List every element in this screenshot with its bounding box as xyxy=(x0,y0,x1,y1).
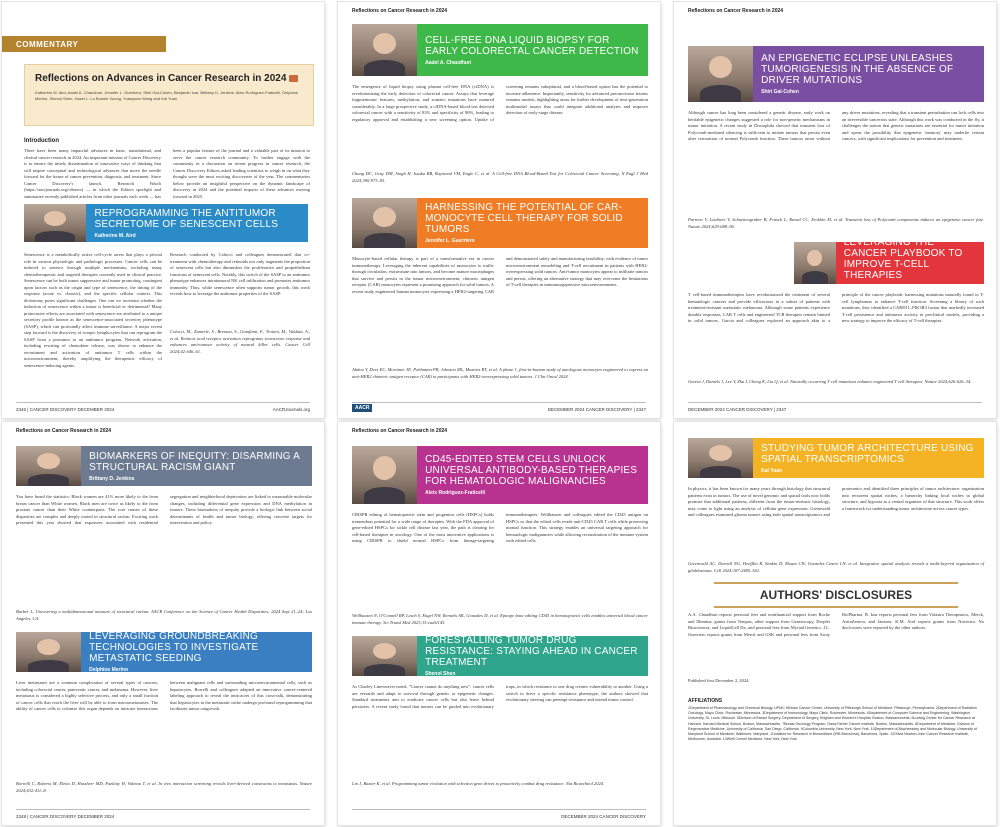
affiliations-list: 1Department of Pharmacology and Chemical Biology, UPMC Hillman Cancer Center, University of Pittsburgh School of Medicine, Pittsburgh, Pennsylvania. 2Department of Radiation Oncology, Mayo Clinic, Rochester, Minnesota. 3Department of Immunology, Mayo Clinic, Rochester, Minnesota. 4Department of Computer Science and Engineering, Washington University, St. Louis, Missouri. 5Division of Breast Surgery, Department of Surgery, Brigham and Women's Hospital, Boston, Massachusetts. 6Ludwig Center for Cancer Research at Harvard, Harvard Medical School, Boston, Massachusetts. 7Breast Oncology Program, Dana-Farber Cancer Institute, Boston, Massachusetts. 8Department of Medicine, Division of Regenerative Medicine, University of California, San Diego, California. 9Columbia University, New York, New York. 10Department of Biochemistry and Molecular Biology, University of Maryland School of Medicine, Baltimore, Maryland. 11Institute for Research in Biomedicine (IRB Barcelona), Barcelona, Spain. 12Olivia Newton-John Cancer Research Institute, Melbourne, Australia. 13Weill Cornell Medicine, New York, New York. xyxy=(688,706,977,742)
author-photo xyxy=(352,636,417,676)
page-footer xyxy=(16,809,310,819)
banner-author: Katherine M. Aird xyxy=(94,232,136,239)
affiliations-section xyxy=(688,698,984,814)
author-photo xyxy=(24,204,86,242)
page-footer xyxy=(352,402,646,412)
banner-author: Brittany D. Jenkins xyxy=(89,475,135,482)
banner-title: LEVERAGING GROUNDBREAKING TECHNOLOGIES TO INVESTIGATE METASTATIC SEEDING xyxy=(89,631,259,664)
banner-title: REPROGRAMMING THE ANTITUMOR SECRETOME OF SENESCENT CELLS xyxy=(94,207,279,230)
article-text: Liver metastases are a common complication of several types of cancers, including colorectal cancer, pancreatic cancer, and melanoma. However, liver metastasis is considered a highly selective process, and only a small fraction of cancer cells that reach the liver will be able to form macrometastases. The ability of cancer cells to colonize this organ depends on intricate interactions between malignant cells and surrounding microenvironmental cells, such as hepatocytes. Borrelli and colleagues adapted an innovative cancer-centered labeling approach to reveal the intricacies of this cross-talk, demonstrating that hepatocytes in the metastatic niche undergo profound reprogramming that facilitates tumor outgrowth. xyxy=(16,680,312,711)
article-2-body xyxy=(688,292,984,394)
banner-senescent-cells xyxy=(24,204,308,242)
disclosures-body xyxy=(688,612,984,692)
disclosure-text: A.A. Chaudhuri reports personal fees and nonfinancial support from Roche and Illumina, grants from Tempus, other support from Geneoscopy, Droplet Biosciences, and LiquidCell Dx, and personal fees from Myriad Genetics. J.L. Guerriero reports grants from Merck and GSK and personal fees from Array BioPharma. B. Izar reports personal fees from Volastra Therapeutics, Merck, AstraZeneca, and Janssen. K.M. Aird reports grants from Nuvectra. No disclosures were reported by the other authors. xyxy=(688,612,984,637)
author-photo xyxy=(794,242,836,284)
banner-car-monocyte xyxy=(352,198,648,248)
disclosures-title: AUTHORS' DISCLOSURES xyxy=(714,582,958,608)
banner-text xyxy=(417,198,648,248)
author-photo xyxy=(16,632,81,672)
article-text: You have heard the statistics: Black women are 41% more likely to die from breast cancer than White women. Black men are twice as likely to die from prostate cancer than their White counterparts. The root causes of these disparities are complex and deeply rooted in structural racism. Exciting work presented this year showed that exposures associated with residential segregation and neighborhood deprivation are linked to measurable molecular changes, including differential gene expression and DNA methylation in tumors. These biomarkers of inequity provide a biologic link between social determinants of health and tumor biology, offering concrete targets for intervention and policy. xyxy=(16,494,312,525)
reference: Borrelli C, Roberts M, Eletto D, Hussherr MD, Fazilaty H, Valenta T, et al. In vivo interaction screening reveals liver-derived constraints to metastasis. Nature 2024;632:411–8. xyxy=(16,781,312,793)
page-footer xyxy=(16,402,310,412)
reference: Greenwald AC, Darnell NG, Hoefflin R, Simkin D, Mount CW, Gonzalez Castro LN, et al. Integrative spatial analysis reveals a multi-layered organization of glioblastoma. Cell 2024;187:2485–501. xyxy=(688,561,984,573)
reference: Barber L. Uncovering a multidimensional measure of structural racism. AACR Conference on the Science of Cancer Health Disparities; 2024 Sept 21–24; Los Angeles, CA. xyxy=(16,609,312,621)
article-text: The emergence of liquid biopsy using plasma cell-free DNA (cfDNA) is revolutionizing the early detection of colorectal cancer. Assays that leverage fragmentomic features, methylation, and somatic mutations have matured considerably. In a large prospective study, a cfDNA-based blood test detected colorectal cancer with a sensitivity of 83% and specificity of 90%, leading to regulatory approval and establishing a new screening option. Uptake of screening remains suboptimal, and a blood-based option has the potential to increase adherence. Importantly, sensitivity for advanced precancerous lesions remains modest, highlighting areas for further development of next-generation multimodal assays that could integrate additional analytes and improve detection of early-stage disease. xyxy=(352,84,648,122)
running-head: Reflections on Cancer Research in 2024 xyxy=(16,428,112,434)
article-title-text: Reflections on Advances in Cancer Research in 2024 xyxy=(35,73,287,84)
footer-left: 2346 | CANCER DISCOVERY DECEMBER 2024 xyxy=(16,407,115,412)
footer-right: DECEMBER 2024 CANCER DISCOVERY | 2347 xyxy=(547,407,646,412)
reference: Colucci, M., Zumerle, S., Bressan, S., Gianfanti, F., Troiani, M., Valdata, A., et al. Retinoic acid receptor activation reprograms senescence response and enhances anti-tumour activity of natural killer cells. Cancer Cell 2024;42:646–61. xyxy=(170,329,310,354)
article-2-body xyxy=(16,680,312,798)
banner-text xyxy=(81,632,312,672)
banner-author: Benjamin Izar xyxy=(843,283,877,290)
reference: Parreno V, Loubiere V, Schuettengruber B, Fritsch L, Rawal CC, Erokhin M, et al. Transient loss of Polycomb components induces an epigenetic cancer fate. Nature 2024;629:688–96. xyxy=(688,217,984,229)
banner-author: Aadel A. Chaudhuri xyxy=(425,59,472,66)
footer-right: DECEMBER 2024 CANCER DISCOVERY xyxy=(561,814,646,819)
intro-heading: Introduction xyxy=(24,138,59,144)
footer-left: 2348 | CANCER DISCOVERY DECEMBER 2024 xyxy=(16,814,115,819)
banner-title: BIOMARKERS OF INEQUITY: DISARMING A STRUCTURAL RACISM GIANT xyxy=(89,450,300,473)
banner-author: Shiri Gal-Cohen xyxy=(761,89,799,95)
article-1-body xyxy=(352,84,648,186)
article-text: CRISPR editing of hematopoietic stem and progenitor cells (HSPCs) holds tremendous potential for a wide range of therapies. With the FDA approval of gene-edited HSPCs for sickle cell disease last year, the path is clearing for cell-based therapies in oncology. One of the most innovative applications is using CRISPR to shield normal HSPCs from lineage-targeting immunotherapies. Wellhausen and colleagues edited the CD45 antigen on HSPCs so that the edited cells evade anti-CD45 CAR T cells while preserving normal function. This strategy enables an universal targeting approach for hematologic malignancies while allowing reconstitution of the immune system with edited cells. xyxy=(352,512,648,543)
article-text: Although cancer has long been considered a genetic disease, early work on heritable epigenetic changes suggested a role for non-genetic mechanisms in tumor initiation. A recent study in Drosophila showed that transient loss of Polycomb-mediated silencing is sufficient to initiate tumors that persist even after restoration of normal Polycomb function. These tumors arose without any driver mutations, revealing that a transient perturbation can lock cells into an irreversible cancerous state. Although this work was conducted in the fly, it challenges the notion that genetic mutations are essential for tumor initiation and opens the possibility that epigenetic 'memory' may underlie certain cancers, with significant implications for prevention and treatment. xyxy=(688,110,984,141)
article-text: As Charley Lineweaver noted, "Cancer cannot do anything new": cancer cells are versatile and adapt to survival through genetic or epigenetic changes. Standard treatments aim to eradicate cancer cells but also leave behind persisters. A recent study found that tumors can be guided into evolutionary traps, in which resistance to one drug creates vulnerability to another. Using a switch to drive a specific resistance phenotype, the authors showed that evolutionary steering can preempt resistance and extend tumor control. xyxy=(352,684,648,709)
section-label: COMMENTARY xyxy=(2,36,166,52)
author-photo xyxy=(16,446,81,486)
page-biomarkers-inequity xyxy=(2,422,324,825)
article-title xyxy=(35,73,303,84)
banner-epigenetic-eclipse xyxy=(688,46,984,102)
reference: Lin J, Baxter K, et al. Programming tumor evolution with selection gene drives to proactively combat drug resistance. Nat Biotechnol 2024. xyxy=(352,781,605,786)
banner-drug-resistance xyxy=(352,636,648,676)
banner-author: Delphine Merino xyxy=(89,667,129,673)
published-date: Published first December 2, 2024. xyxy=(688,678,750,683)
running-head: Reflections on Cancer Research in 2024 xyxy=(352,428,448,434)
aacr-logo: AACR xyxy=(352,404,372,412)
page-spatial-transcriptomics xyxy=(674,422,996,825)
banner-cancer-playbook xyxy=(794,236,984,290)
article-text-left: Senescence is a metabolically active cell-cycle arrest that plays a pivotal role in various physiologic and pathologic processes. Cancer cells can be induced to senesce through multiple mechanisms, including many chemotherapeutic and targeted therapies currently used in clinical practice. Senescence can be both tumor suppressive and tumor promoting, contingent upon factors such as the origin and type of senescence, the timing of the response (acute vs. chronic), and the specific cellular context. This dichotomy poses significant challenges. One can we ascertain whether the induction of senescence within a tumor is beneficial or detrimental? Many proinvasive effects are associated with senescence are attributed to a unique secretory profile known as the senescence-associated secretory phenotype (SASP), which can profoundly affect immune surveillance. A major recent step forward is the discovery of ectopic lymphocytes that can reprogram the SASP from a protumor to an antitumor program. Network activation, including rewiring of chemokine release, was shown to enhance the recruitment and activation of antitumor T cells within the microenvironment, thereby amplifying the therapeutic efficacy of senescence-inducing agents. xyxy=(24,252,162,368)
page-liquid-biopsy xyxy=(338,2,660,418)
author-photo xyxy=(688,438,753,478)
banner-text xyxy=(86,204,308,242)
banner-author: Jennifer L. Guerriero xyxy=(425,238,475,244)
banner-text xyxy=(836,236,984,290)
banner-author: Shenol Shen xyxy=(425,671,456,677)
reference: Abdou Y, Dees EC, Mortimer JE, Pohlmann PR, Johnson ML, Maziarz RT, et al. A phase 1, first-in-human study of autologous monocytes engineered to express an anti-HER2 chimeric antigen receptor (CAR) in participants with HER2-overexpressing solid tumors. J Clin Oncol 2024. xyxy=(352,367,648,379)
author-photo xyxy=(352,446,417,504)
banner-title: CELL-FREE DNA LIQUID BIOPSY FOR EARLY COLORECTAL CANCER DETECTION xyxy=(425,34,639,57)
reference: Chung DC, Gray DM, Singh H, Issaka RB, Raymond VM, Eagle C, et al. A Cell-free DNA Blood-Based Test for Colorectal Cancer Screening. N Engl J Med 2024;390:973–83. xyxy=(352,171,648,183)
banner-title: AN EPIGENETIC ECLIPSE UNLEASHES TUMORIGENESIS IN THE ABSENCE OF DRIVER MUTATIONS xyxy=(761,53,954,86)
banner-title: FORESTALLING TUMOR DRUG RESISTANCE: STAYING AHEAD IN CANCER TREATMENT xyxy=(425,635,638,668)
article-1-body xyxy=(352,512,648,630)
running-head: Reflections on Cancer Research in 2024 xyxy=(352,8,448,14)
banner-text xyxy=(417,24,648,76)
author-photo xyxy=(352,198,417,248)
banner-cd45-edited xyxy=(352,446,648,504)
affiliations-heading: AFFILIATIONS xyxy=(688,698,723,704)
banner-text xyxy=(417,446,648,504)
article-text: T cell-based immunotherapies have revolutionized the treatment of several hematologic cancers and provide efficacious in a subset of patients with treatment-resistant metastatic melanoma. Although some patients experience durable responses, CAR T cells and engineered TCR therapies remain limited in solid tumors. Garcia and colleagues explored an approach akin to a principle of the cancer playbook: harnessing mutations naturally found in T-cell lymphomas to enhance T-cell function. Screening a library of such mutations, they identified a CARD11–PIK3R3 fusion that markedly increased T-cell persistence and antitumor activity in preclinical models, providing a new strategy to improve the efficacy of T-cell therapies. xyxy=(688,292,984,323)
banner-text xyxy=(417,636,648,676)
banner-title: CD45-EDITED STEM CELLS UNLOCK UNIVERSAL ANTIBODY-BASED THERAPIES FOR HEMATOLOGIC MALIGNANCIES xyxy=(425,454,638,487)
banner-spatial-transcriptomics xyxy=(688,438,984,478)
banner-text xyxy=(753,438,984,478)
banner-title: STUDYING TUMOR ARCHITECTURE USING SPATIAL TRANSCRIPTOMICS xyxy=(761,442,974,465)
author-photo xyxy=(352,24,417,76)
banner-text xyxy=(81,446,312,486)
banner-text xyxy=(753,46,984,102)
crossmark-icon xyxy=(289,75,298,82)
banner-title: HARNESSING THE POTENTIAL OF CAR-MONOCYTE CELL THERAPY FOR SOLID TUMORS xyxy=(425,202,623,235)
article-2-body xyxy=(352,256,648,388)
article-text-right: Research conducted by Colucci and colleagues demonstrated that co-treatment with chemotherapy and retinoids not only augments the proportion of senescent cells but also diminishes the proliferative and propeithelium functions of senescent cells. Notably, this switch of the SASP to an antitumor phenotype enhances intratumoral NK cell infiltration and promotes antitumor immunity. Thus, while senescence often supports tumor growth, this work reveals how to leverage the antitumor properties of the SASP. xyxy=(170,252,310,296)
disclosures-heading-wrap xyxy=(714,582,958,608)
reference: Garcia J, Daniels J, Lee Y, Zhu I, Cheng K, Liu Q, et al. Naturally occurring T cell mutations enhance engineered T cell therapies. Nature 2024;626:626–34. xyxy=(688,379,972,384)
banner-biomarkers-inequity xyxy=(16,446,312,486)
article-1-body xyxy=(688,110,984,234)
article-1-body xyxy=(688,486,984,576)
banner-title: LEVERAGING THE CANCER PLAYBOOK TO IMPROVE T-CELL THERAPIES xyxy=(843,236,963,281)
page-cd45-edited xyxy=(338,422,660,825)
banner-author: Aleix Rodriguez-Fraticelli xyxy=(425,490,486,496)
article-text: In physics, it has been known for many years through histology that structural patterns exist in tumors. The use of novel genomic and spatial tools now holds promise that additional patterns, different from the tumor-intrinsic histology, may come to light using an analysis of cellular gene expression. Greenwald and colleagues examined glioma tumors using both spatial transcriptomics and proteomics and identified three principles of tumor architecture: organization into recurrent spatial niches, a hierarchy linking local niches to global structure, and hypoxia as a central organizer of that structure. This work offers a framework for understanding tumor architecture across cancer types. xyxy=(688,486,984,517)
commentary-title-box xyxy=(24,64,314,126)
reference: Wellhausen N, O'Connell RP, Lesch S, Engel NW, Rennels AK, Gonzales D, et al. Epitope base editing CD45 in hematopoietic cells enables universal blood cancer immune therapy. Sci Transl Med 2023;15:eadi1145. xyxy=(352,613,648,625)
article-right-col xyxy=(170,252,310,372)
intro-text: There have been many impactful advances in basic, translational, and clinical cancer research in 2024. An important mission of Cancer Discovery is to ensure the timely dissemination of innovative ways of thinking that will inspire conceptual and technological advances that move the needle forward for the future of cancer prevention, diagnosis, and treatment. Since Cancer Discovery's launch, Research Watch (https://aacrjournals.org/cdnews) — in which the Editors spotlight and summarize recently published articles from other journals each week — has been a popular feature of the journal and a valuable part of its mission to serve the cancer research community. To further engage with the community in a discussion on recent progress in cancer research, the Cancer Discovery Editors asked leading scientists to weigh in on what they thought were the most exciting discoveries of the year. The commentaries below provide an insightful perspective on the dynamic landscape of discovery in 2024 and the potential impacts of these advances moving forward in 2025. xyxy=(24,148,310,199)
banner-liquid-biopsy xyxy=(352,24,648,76)
article-1-body xyxy=(16,494,312,626)
page-commentary-intro xyxy=(2,2,324,418)
page-footer xyxy=(352,809,646,819)
footer-left: DECEMBER 2024 CANCER DISCOVERY | 2347 xyxy=(688,407,787,412)
banner-author: Kai Yuan xyxy=(761,467,783,474)
article-2-body xyxy=(352,684,648,798)
article-text: Monocyte-based cellular therapy is part of a transformative era in cancer immunotherapy. Leveraging the inherent capabilities of monocytes to traffic through circulation, extravasate into tumors, and become mature macrophages that survive and persist in the tumor microenvironment, chimeric antigen receptor (CAR) monocytes represent a promising approach for solid tumors. A recent study engineered human monocytes expressing a HER2-targeting CAR and demonstrated safety and manufacturing feasibility, with evidence of tumor microenvironment remodeling and T-cell recruitment in patients with HER2-overexpressing solid tumors. Anti-tumor monocytes appear to infiltrate tumors and persist, offering an alternative strategy that may overcome the limitations of T-cell therapies in immunosuppressive microenvironments. xyxy=(352,256,648,294)
footer-right: AACRJournals.org xyxy=(272,407,310,412)
banner-metastatic-seeding xyxy=(16,632,312,672)
page-footer xyxy=(688,402,982,412)
page-epigenetic xyxy=(674,2,996,418)
running-head: Reflections on Cancer Research in 2024 xyxy=(688,8,784,14)
author-photo xyxy=(688,46,753,102)
author-list: Katherine M. Aird, Aadel A. Chaudhuri, Jennifer L. Guerriero, Shiri Gal-Cohen, Benjamin Izar, Brittany D. Jenkins, Aleix Rodriguez-Fraticelli, Delphine Merino, Shenol Shen, Hazel L. Lu Bonnie Vuong, Yuanyuan Wang and Kai Yuan xyxy=(35,90,299,101)
